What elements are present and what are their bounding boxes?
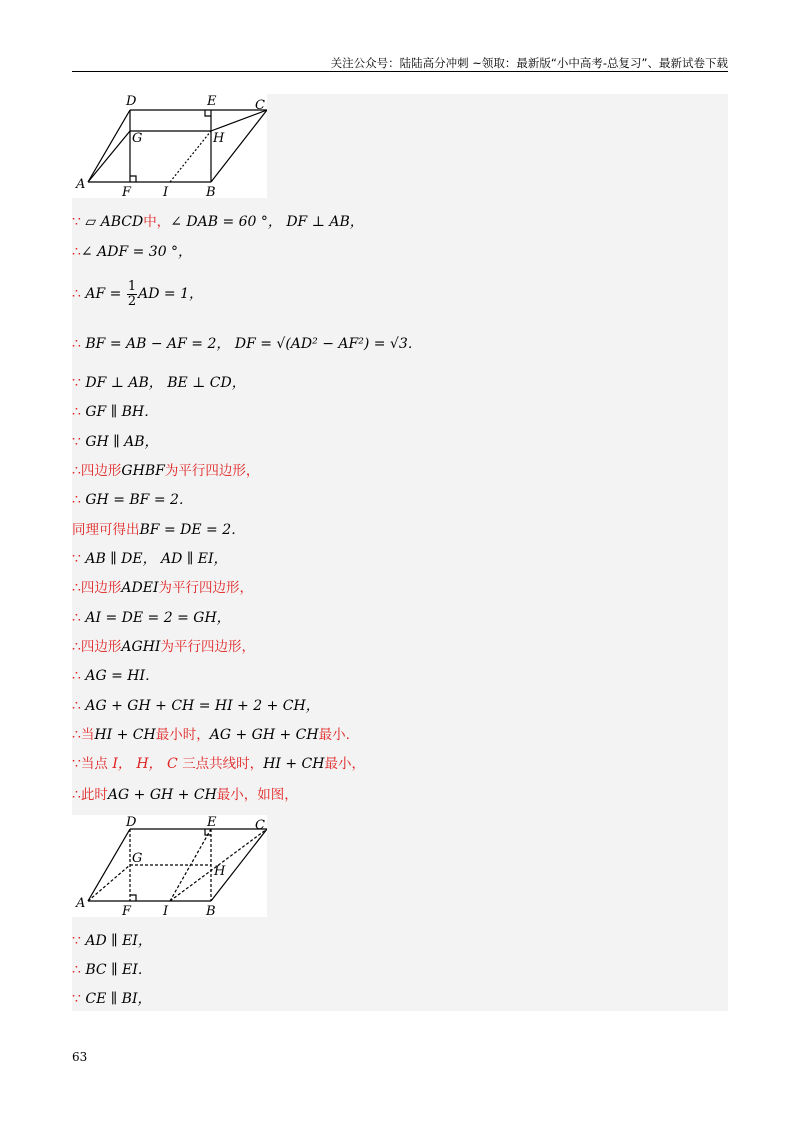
edge-ad [88,110,130,182]
label-b: B [206,904,216,917]
segment-ag [88,865,130,901]
label-h: H [213,131,225,146]
solution-line: ∴∠ ADF = 30 °， [72,244,193,260]
label-d: D [126,815,137,830]
figure-2 [72,815,267,917]
label-g: G [132,131,143,146]
label-b: B [206,185,216,198]
solution-line: ∴当HI + CH最小时，AG + GH + CH最小. [72,727,350,743]
right-angle-e [205,110,211,116]
label-a: A [76,896,86,911]
parallelogram-diagram-1 [72,94,267,198]
label-c: C [255,98,265,113]
label-h: H [214,864,226,879]
segment-ih [170,131,211,182]
solution-line: ∴四边形AGHI为平行四边形， [72,639,255,655]
solution-line: 同理可得出BF = DE = 2． [72,522,246,538]
parallelogram-diagram-2 [72,815,267,917]
solution-line: ∴四边形ADEI为平行四边形， [72,580,254,596]
solution-line: ∵ GH ∥ AB， [72,434,159,450]
label-i: I [163,904,169,917]
label-a: A [76,177,86,192]
label-i: I [163,185,169,198]
solution-line: ∴ BC ∥ EI． [72,962,152,978]
solution-line: ∵ AB ∥ DE， AD ∥ EI， [72,551,228,567]
solution-line: ∵ CE ∥ BI， [72,991,152,1007]
solution-line: ∴ AG = HI． [72,668,160,684]
solution-line: ∵ ▱ ABCD中，∠ DAB = 60 °， DF ⊥ AB， [72,214,364,230]
solution-line: ∵ AD ∥ EI， [72,933,152,949]
label-g: G [132,851,143,866]
label-c: C [255,818,265,833]
header-rule [72,71,728,72]
segment-ag [88,131,130,182]
solution-line: ∴ AI = DE = 2 = GH， [72,610,231,626]
solution-line: ∴ GF ∥ BH． [72,404,159,420]
edge-ad [88,829,130,901]
solution-line: ∴此时AG + GH + CH最小，如图， [72,787,298,803]
label-f: F [122,904,132,917]
solution-line: ∴ AF = $\frac{1}{2}$ AD = 1， [72,278,203,309]
right-angle-f [130,176,136,182]
page-number: 63 [72,1050,88,1064]
label-e: E [207,815,217,830]
fraction: $\frac{1}{2}$ [127,278,137,309]
label-f: F [122,185,132,198]
label-d: D [126,94,137,109]
solution-line: ∴ AG + GH + CH = HI + 2 + CH， [72,698,320,714]
solution-line: ∵ DF ⊥ AB， BE ⊥ CD， [72,375,246,391]
label-e: E [207,94,217,109]
page-header: 关注公众号：陆陆高分冲刺 ~领取：最新版“小中高考-总复习”、最新试卷下载 [330,56,728,70]
solution-line: ∴ GH = BF = 2． [72,492,193,508]
solution-line: ∴ BF = AB − AF = 2， DF = √(AD² − AF²) = √3． [72,336,422,352]
figure-1 [72,94,267,198]
solution-line: ∵当点 I， H， C 三点共线时，HI + CH最小， [72,756,365,772]
right-angle-f [130,895,136,901]
solution-line: ∴四边形GHBF为平行四边形， [72,463,260,479]
